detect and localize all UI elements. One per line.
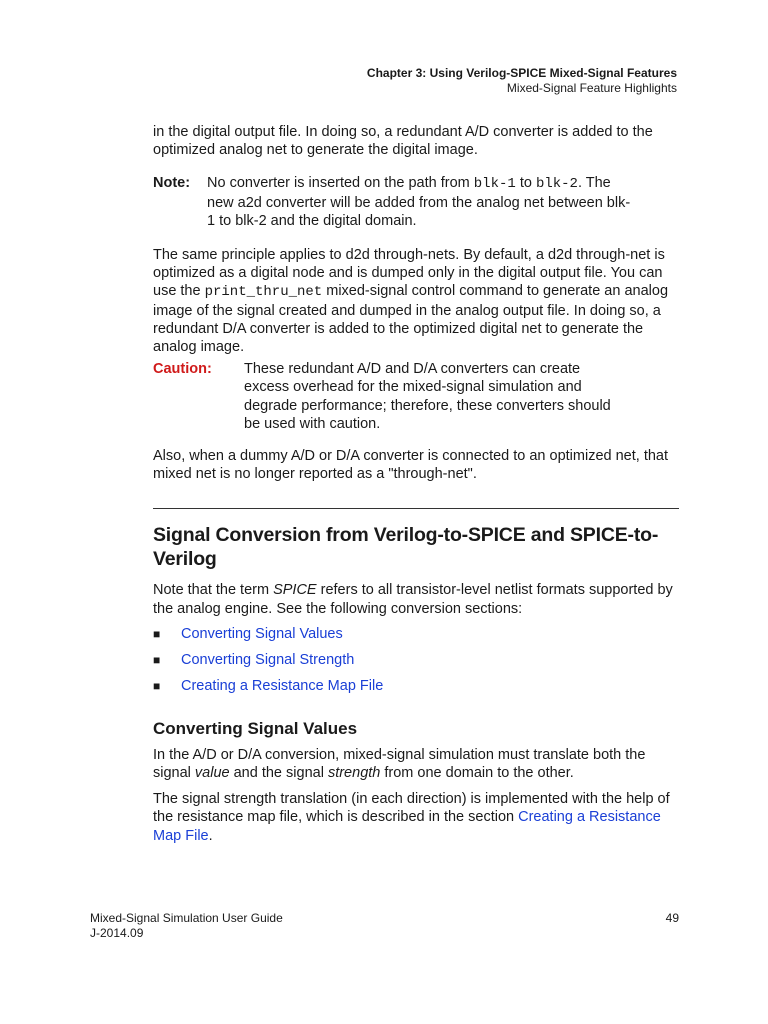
paragraph-digital-output: in the digital output file. In doing so, a redundant A/D converter is added to the optimized analog net to generate the digital image.	[153, 124, 653, 159]
emphasis-value: value	[194, 765, 230, 782]
list-item	[153, 677, 683, 703]
section-heading: Signal Conversion from Verilog-to-SPICE and SPICE-to-Verilog	[153, 524, 659, 571]
section-divider	[153, 508, 679, 509]
code-blk-1: blk-1	[473, 176, 516, 193]
emphasis-spice: SPICE	[273, 582, 317, 599]
paragraph-d2d-through-nets	[153, 246, 683, 356]
paragraph-text-part: The signal strength translation (in each direction) is implemented with the help of the resistance map file, which is described in the section	[153, 791, 670, 826]
code-blk-2: blk-2	[535, 176, 578, 193]
chapter-title: Chapter 3: Using Verilog-SPICE Mixed-Signal Features	[366, 66, 677, 80]
note-label: Note:	[153, 175, 191, 192]
bullet-icon: ■	[153, 652, 161, 667]
note-text-part: No converter is inserted on the path from	[207, 175, 474, 192]
emphasis-strength: strength	[327, 765, 381, 782]
running-header	[367, 66, 677, 96]
paragraph-text-part: The same principle applies to d2d through-nets. By default, a d2d through-net is optimized as a digital node and is dumped only in the digital output file. You can use the	[153, 247, 665, 300]
paragraph-text-part: from one domain to the other.	[380, 765, 574, 782]
paragraph-text-part: In the A/D or D/A conversion, mixed-signal simulation must translate both the signal	[153, 746, 646, 782]
bullet-icon: ■	[153, 626, 161, 641]
link-creating-resistance-map-file[interactable]: Creating a Resistance Map File	[181, 677, 384, 694]
paragraph-text-part: refers to all transistor-level netlist formats supported by the analog engine. See the following conversion sections:	[153, 582, 673, 617]
subsection-heading: Converting Signal Values	[153, 718, 358, 738]
note-text-part: to	[515, 175, 536, 192]
link-converting-signal-strength[interactable]: Converting Signal Strength	[181, 651, 355, 668]
paragraph-dummy-converter: Also, when a dummy A/D or D/A converter is connected to an optimized net, that mixed net is no longer reported as a "through-net".	[153, 448, 669, 483]
paragraph-text-part: Note that the term	[153, 582, 274, 599]
page-number: 49	[665, 911, 679, 925]
caution-text: These redundant A/D and D/A converters can create excess overhead for the mixed-signal simulation and degrade performance; therefore, these converters should be used with caution.	[244, 361, 611, 432]
link-inline-resistance-map-file[interactable]: Creating a Resistance Map File	[153, 809, 661, 844]
list-item	[153, 625, 683, 651]
note-block	[153, 174, 683, 230]
paragraph-spice-term	[153, 581, 683, 617]
paragraph-text-part: .	[208, 827, 213, 844]
bullet-icon: ■	[153, 678, 161, 693]
page-content	[153, 123, 683, 845]
caution-label: Caution:	[153, 361, 212, 378]
list-item	[153, 651, 683, 677]
note-text	[207, 174, 637, 230]
footer-doc-title: Mixed-Signal Simulation User Guide	[90, 911, 283, 925]
paragraph-ad-da-conversion	[153, 746, 683, 782]
link-converting-signal-values[interactable]: Converting Signal Values	[181, 625, 343, 642]
conversion-sections-list	[153, 625, 683, 703]
paragraph-strength-translation	[153, 790, 683, 845]
caution-block	[153, 360, 683, 433]
page-footer	[90, 911, 679, 941]
code-print-thru-net: print_thru_net	[204, 284, 323, 301]
paragraph-text-part: and the signal	[229, 765, 328, 782]
note-text-part: . The new a2d converter will be added from the analog net between blk-1 to blk-2 and the digital domain.	[207, 175, 631, 229]
footer-version: J-2014.09	[90, 926, 144, 940]
paragraph-text-part: mixed-signal control command to generate an analog image of the signal created and dumped in the analog output file. In doing so, a redundant D/A converter is added to the optimized digital net to generate the analog image.	[153, 283, 669, 356]
section-title: Mixed-Signal Feature Highlights	[506, 81, 677, 95]
